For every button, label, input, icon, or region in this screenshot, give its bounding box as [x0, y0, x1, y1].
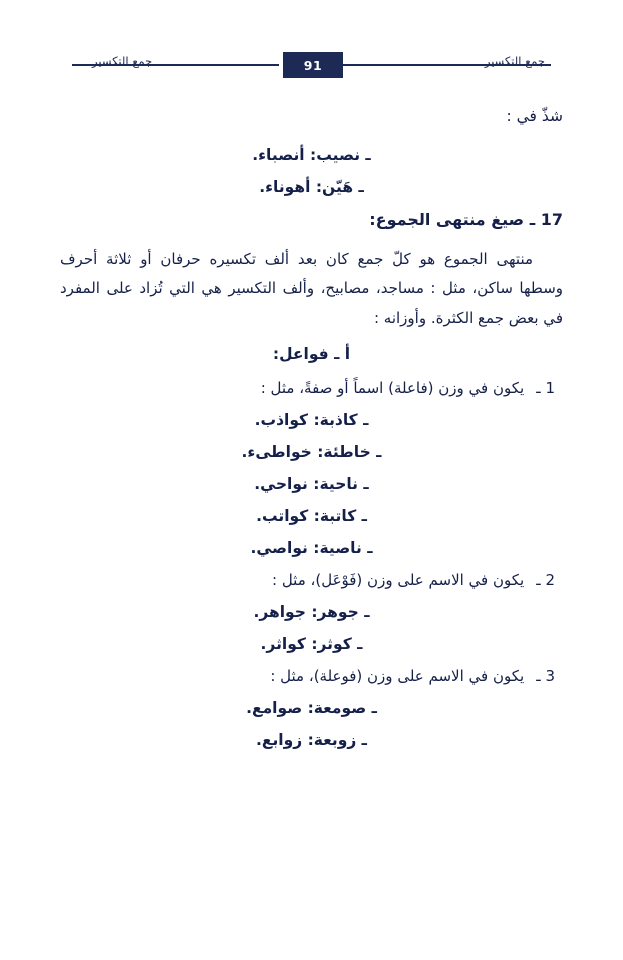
page-number: 91 [283, 52, 343, 78]
page-header [72, 52, 551, 78]
list-item: ـ هَيّن: أهوناء. [259, 178, 364, 197]
page-content [60, 104, 563, 763]
rule-number: 2 ـ [536, 570, 555, 589]
rule-text: يكون في وزن (فاعلة) اسماً أو صفةً، مثل : [260, 378, 525, 397]
list-item: ـ زوبعة: زوابع. [256, 730, 367, 749]
list-item: ـ جوهر: جواهر. [253, 602, 370, 621]
intro-line: شذّ في : [506, 107, 563, 125]
rule-number: 3 ـ [536, 666, 555, 685]
list-item: ـ نصيب: أنصباء. [252, 146, 371, 165]
list-item: ـ كاذبة: كواذب. [254, 410, 369, 429]
section-paragraph: منتهى الجموع هو كلّ جمع كان بعد ألف تكسيره حرفان أو ثلاثة أحرف وسطها ساكن، مثل : مساجد، مصابيح، وألف التكسير هي التي تُزاد على المفرد في بعض جمع الكثرة. وأوزانه : [60, 250, 563, 327]
list-item: ـ كاتبة: كواتب. [256, 506, 367, 525]
running-head-right: جمع التكسير [484, 54, 545, 68]
list-item: ـ ناصية: نواصي. [250, 538, 373, 557]
list-item: ـ ناحية: نواحي. [254, 474, 369, 493]
list-item: ـ كوثر: كواثر. [260, 634, 363, 653]
rule-number: 1 ـ [536, 378, 555, 397]
section-heading: 17 ـ صيغ منتهى الجموع: [369, 210, 563, 230]
subsection-label: أ ـ فواعل: [272, 344, 351, 363]
rule-text: يكون في الاسم على وزن (فَوْعَل)، مثل : [272, 570, 525, 589]
rule-line [60, 571, 563, 589]
list-item: ـ صومعة: صوامع. [246, 698, 377, 717]
running-head-left: جمع التكسير [92, 54, 153, 68]
rule-text: يكون في الاسم على وزن (فوعلة)، مثل : [270, 666, 525, 685]
rule-line [60, 379, 563, 397]
list-item: ـ خاطئة: خواطىء. [241, 442, 382, 461]
rule-line [60, 667, 563, 685]
